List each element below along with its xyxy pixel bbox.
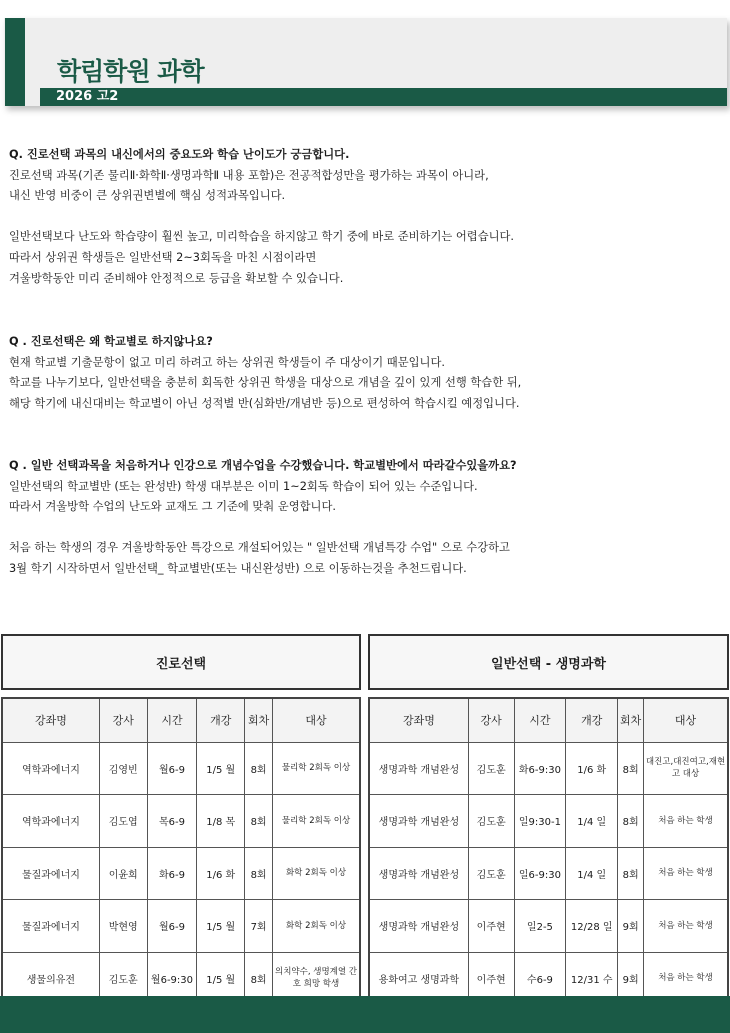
general-course-table	[368, 697, 729, 1006]
cell-start: 12/31 수	[566, 952, 618, 1005]
table-row	[2, 847, 360, 900]
col-header-time: 시간	[147, 698, 197, 742]
cell-target: 의치약수, 생명계열 간호 희망 학생	[273, 952, 360, 1005]
cell-teacher: 김도엽	[99, 795, 147, 848]
col-header-target: 대상	[644, 698, 728, 742]
col-header-start: 개강	[566, 698, 618, 742]
answer-line: 현재 학교별 기출문항이 없고 미리 하려고 하는 상위권 학생들이 주 대상이기 때문입니다.	[9, 355, 445, 369]
cell-time: 화6-9	[147, 847, 197, 900]
cell-course: 물질과에너지	[2, 900, 99, 953]
col-header-start: 개강	[197, 698, 245, 742]
answer-line: 진로선택 과목(기존 물리Ⅱ·화학Ⅱ·생명과학Ⅱ 내용 포함)은 전공적합성만을 평가하는 과목이 아니라,	[9, 168, 489, 182]
cell-start: 1/4 일	[566, 847, 618, 900]
answer-spacer	[9, 207, 709, 228]
cell-sessions: 7회	[245, 900, 273, 953]
table-row	[369, 900, 728, 953]
cell-start: 12/28 일	[566, 900, 618, 953]
col-header-course: 강좌명	[2, 698, 99, 742]
cell-sessions: 8회	[618, 742, 644, 795]
page-title: 학림학원 과학	[57, 57, 204, 86]
cell-target: 처음 하는 학생	[644, 847, 728, 900]
col-header-course: 강좌명	[369, 698, 468, 742]
cell-course: 용화여고 생명과학	[369, 952, 468, 1005]
cell-teacher: 이주현	[468, 900, 514, 953]
page-subtitle: 2026 고2	[56, 89, 119, 104]
table-row	[2, 742, 360, 795]
qa-block-3	[9, 456, 709, 580]
table-header-row	[369, 698, 728, 742]
cell-course: 생명과학 개념완성	[369, 847, 468, 900]
cell-target: 화학 2회독 이상	[273, 900, 360, 953]
question-1: Q. 진로선택 과목의 내신에서의 중요도와 학습 난이도가 궁금합니다.	[9, 148, 350, 161]
cell-target: 화학 2회독 이상	[273, 847, 360, 900]
cell-time: 수6-9	[514, 952, 566, 1005]
cell-start: 1/5 월	[197, 952, 245, 1005]
table-row	[2, 795, 360, 848]
cell-target: 처음 하는 학생	[644, 952, 728, 1005]
table-row	[369, 847, 728, 900]
cell-time: 월6-9	[147, 900, 197, 953]
cell-target: 물리학 2회독 이상	[273, 742, 360, 795]
cell-time: 일9:30-1	[514, 795, 566, 848]
cell-course: 역학과에너지	[2, 795, 99, 848]
cell-teacher: 김영빈	[99, 742, 147, 795]
cell-sessions: 9회	[618, 952, 644, 1005]
cell-course: 역학과에너지	[2, 742, 99, 795]
cell-start: 1/6 화	[566, 742, 618, 795]
cell-time: 월6-9:30	[147, 952, 197, 1005]
col-header-sessions: 회차	[245, 698, 273, 742]
cell-teacher: 김도훈	[99, 952, 147, 1005]
cell-time: 일2-5	[514, 900, 566, 953]
col-header-time: 시간	[514, 698, 566, 742]
question-2: Q . 진로선택은 왜 학교별로 하지않나요?	[9, 335, 213, 348]
cell-sessions: 8회	[618, 795, 644, 848]
cell-course: 생명과학 개념완성	[369, 795, 468, 848]
cell-sessions: 8회	[245, 952, 273, 1005]
section-title-career: 진로선택	[1, 634, 361, 690]
cell-sessions: 8회	[245, 742, 273, 795]
cell-course: 생명과학 개념완성	[369, 742, 468, 795]
footer-bar	[0, 996, 730, 1033]
table-row	[369, 795, 728, 848]
answer-line: 겨울방학동안 미리 준비해야 안정적으로 등급을 확보할 수 있습니다.	[9, 271, 344, 285]
cell-teacher: 김도훈	[468, 742, 514, 795]
cell-teacher: 김도훈	[468, 795, 514, 848]
header-subtitle-bar	[40, 88, 727, 106]
cell-course: 생명과학 개념완성	[369, 900, 468, 953]
cell-teacher: 김도훈	[468, 847, 514, 900]
cell-course: 생물의유전	[2, 952, 99, 1005]
table-header-row	[2, 698, 360, 742]
cell-sessions: 8회	[245, 795, 273, 848]
cell-teacher: 이윤희	[99, 847, 147, 900]
career-course-table	[1, 697, 361, 1006]
col-header-target: 대상	[273, 698, 360, 742]
cell-time: 일6-9:30	[514, 847, 566, 900]
answer-line: 일반선택보다 난도와 학습량이 훨씬 높고, 미리학습을 하지않고 학기 중에 바로 준비하기는 어렵습니다.	[9, 230, 515, 244]
table-row	[2, 900, 360, 953]
answer-line: 내신 반영 비중이 큰 상위권변별에 핵심 성적과목입니다.	[9, 189, 286, 203]
cell-target: 대진고,대진여고,재현고 대상	[644, 742, 728, 795]
question-3: Q . 일반 선택과목을 처음하거나 인강으로 개념수업을 수강했습니다. 학교별반에서 따라갈수있을까요?	[9, 459, 517, 472]
cell-sessions: 8회	[245, 847, 273, 900]
page-header	[0, 14, 730, 108]
answer-line: 일반선택의 학교별반 (또는 완성반) 학생 대부분은 이미 1~2회독 학습이 되어 있는 수준입니다.	[9, 479, 478, 493]
col-header-sessions: 회차	[618, 698, 644, 742]
answer-line: 따라서 겨울방학 수업의 난도와 교재도 그 기준에 맞춰 운영합니다.	[9, 500, 336, 514]
cell-course: 물질과에너지	[2, 847, 99, 900]
cell-target: 물리학 2회독 이상	[273, 795, 360, 848]
answer-line: 해당 학기에 내신대비는 학교별이 아닌 성적별 반(심화반/개념반 등)으로 편성하여 학습시킬 예정입니다.	[9, 396, 520, 410]
section-title-general: 일반선택 - 생명과학	[368, 634, 729, 690]
cell-target: 처음 하는 학생	[644, 795, 728, 848]
cell-time: 목6-9	[147, 795, 197, 848]
qa-block-1	[9, 145, 709, 289]
cell-start: 1/5 월	[197, 900, 245, 953]
cell-sessions: 9회	[618, 900, 644, 953]
cell-start: 1/4 일	[566, 795, 618, 848]
cell-start: 1/6 화	[197, 847, 245, 900]
col-header-teacher: 강사	[468, 698, 514, 742]
cell-time: 월6-9	[147, 742, 197, 795]
header-accent-bar	[5, 18, 25, 106]
answer-spacer	[9, 518, 709, 539]
cell-time: 화6-9:30	[514, 742, 566, 795]
answer-line: 처음 하는 학생의 경우 겨울방학동안 특강으로 개설되어있는 " 일반선택 개념특강 수업" 으로 수강하고	[9, 541, 510, 555]
cell-start: 1/8 목	[197, 795, 245, 848]
answer-line: 따라서 상위권 학생들은 일반선택 2~3회독을 마친 시점이라면	[9, 250, 317, 264]
col-header-teacher: 강사	[99, 698, 147, 742]
table-row	[369, 742, 728, 795]
cell-teacher: 이주현	[468, 952, 514, 1005]
cell-start: 1/5 월	[197, 742, 245, 795]
cell-teacher: 박현영	[99, 900, 147, 953]
cell-sessions: 8회	[618, 847, 644, 900]
cell-target: 처음 하는 학생	[644, 900, 728, 953]
answer-line: 학교를 나누기보다, 일반선택을 충분히 회독한 상위권 학생을 대상으로 개념을 깊이 있게 선행 학습한 뒤,	[9, 376, 522, 390]
answer-line: 3월 학기 시작하면서 일반선택_ 학교별반(또는 내신완성반) 으로 이동하는것을 추천드립니다.	[9, 561, 467, 575]
qa-block-2	[9, 332, 709, 414]
